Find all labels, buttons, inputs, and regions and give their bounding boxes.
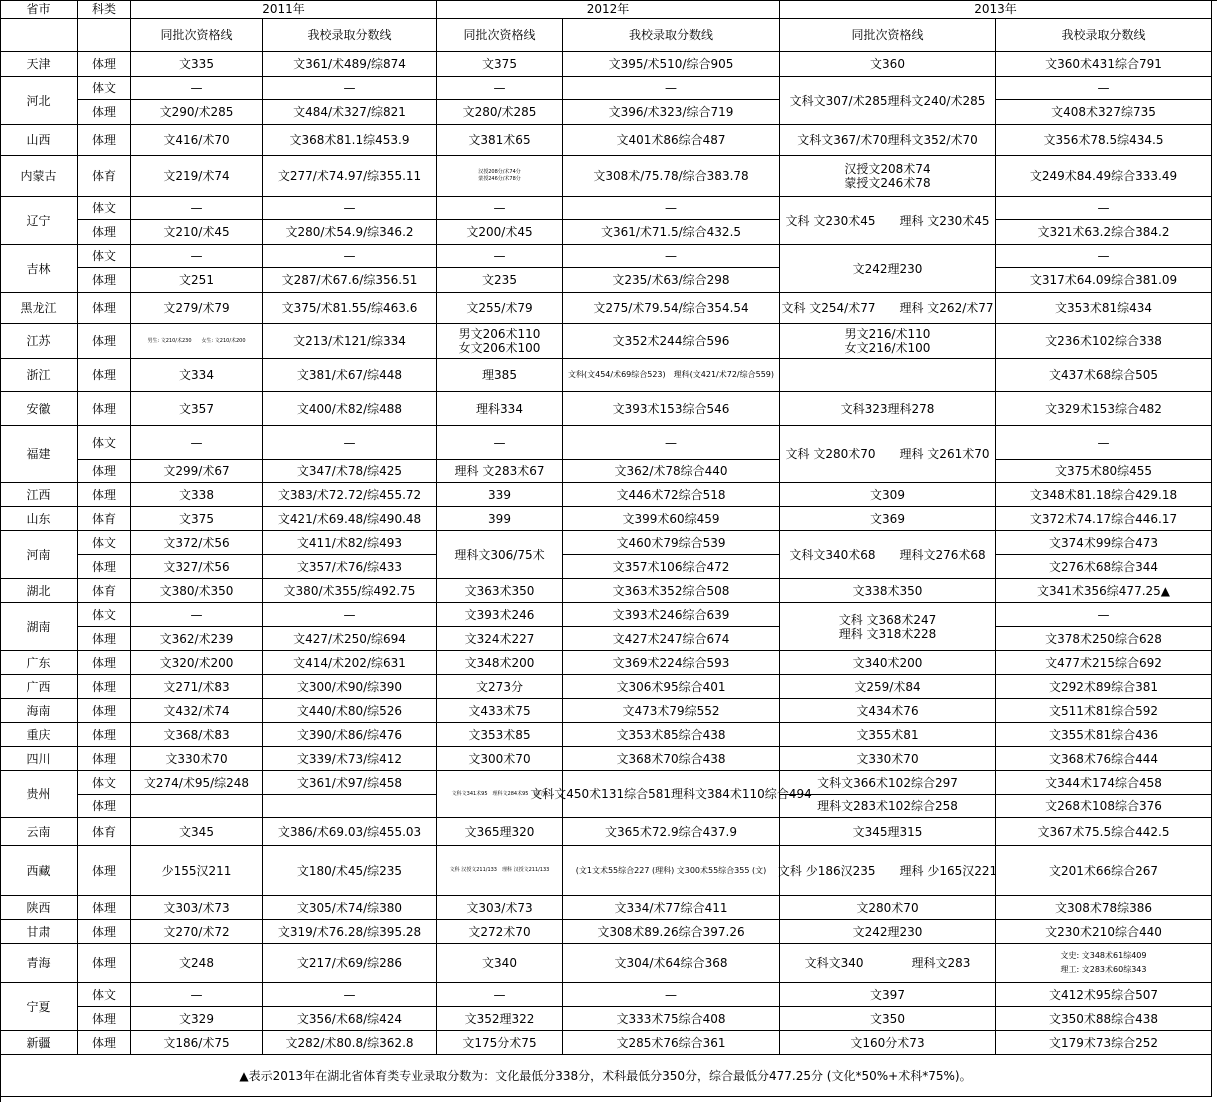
province-name: 云南: [0, 818, 78, 846]
score-cell: 文408术327综735: [996, 100, 1212, 125]
score-cell: 文219/术74: [131, 156, 263, 197]
category-cell: 体理: [78, 460, 131, 483]
score-cell: 文210/术45: [131, 220, 263, 245]
score-cell: —: [263, 426, 437, 460]
score-cell: 男生: 文210/术230 女生: 文210/术200: [131, 324, 263, 359]
score-cell: 文272术70: [437, 920, 563, 944]
score-cell: [131, 795, 263, 818]
score-cell: 文363术350: [437, 579, 563, 603]
score-cell: 文280/术285: [437, 100, 563, 125]
score-cell: 文372/术56: [131, 531, 263, 555]
score-cell: 文179术73综合252: [996, 1031, 1212, 1055]
score-cell: 文375: [131, 507, 263, 531]
score-cell: 文306术95综合401: [563, 675, 780, 699]
score-cell: 文330术70: [780, 747, 996, 771]
province-name: 江西: [0, 483, 78, 507]
category-cell: 体理: [78, 920, 131, 944]
score-cell: 文434术76: [780, 699, 996, 723]
province-name: 广东: [0, 651, 78, 675]
category-cell: 体理: [78, 699, 131, 723]
score-cell: 文270/术72: [131, 920, 263, 944]
category-cell: 体理: [78, 220, 131, 245]
score-cell: —: [996, 77, 1212, 100]
category-cell: 体理: [78, 324, 131, 359]
score-cell: 理科 文283术67: [437, 460, 563, 483]
score-cell: 文324术227: [437, 627, 563, 651]
province-name: 黑龙江: [0, 293, 78, 324]
score-cell: 文477术215综合692: [996, 651, 1212, 675]
score-cell: 汉授文208术74 蒙授文246术78: [780, 156, 996, 197]
score-cell: 文356/术68/综424: [263, 1007, 437, 1031]
score-cell: —: [131, 426, 263, 460]
score-cell: 文380/术350: [131, 579, 263, 603]
score-cell-merged: 文科文341术95 理科文284术95 (综合): [437, 771, 563, 818]
score-cell: —: [996, 426, 1212, 460]
score-cell: —: [996, 245, 1212, 268]
score-cell: 文303/术73: [131, 896, 263, 920]
score-cell: 文369: [780, 507, 996, 531]
category-cell: 体文: [78, 197, 131, 220]
score-cell: 文285术76综合361: [563, 1031, 780, 1055]
score-cell: 文280/术54.9/综346.2: [263, 220, 437, 245]
score-cell: 文361/术489/综874: [263, 52, 437, 77]
score-cell: 文433术75: [437, 699, 563, 723]
score-cell: 文235: [437, 268, 563, 293]
province-name: 吉林: [0, 245, 78, 293]
header-qualify-line: 同批次资格线: [780, 19, 996, 52]
score-cell: —: [131, 983, 263, 1007]
score-cell: 文317术64.09综合381.09: [996, 268, 1212, 293]
score-cell: 文397: [780, 983, 996, 1007]
score-cell: 文374术99综合473: [996, 531, 1212, 555]
score-cell: 文484/术327/综821: [263, 100, 437, 125]
score-cell: —: [996, 603, 1212, 627]
score-cell: 文科文340 理科文283: [780, 944, 996, 983]
score-cell: 文299/术67: [131, 460, 263, 483]
score-cell: 文353术81综434: [996, 293, 1212, 324]
score-cell: 文412术95综合507: [996, 983, 1212, 1007]
score-cell: —: [996, 197, 1212, 220]
header-year-2012: 2012年: [437, 0, 780, 19]
score-cell: 文300/术90/综390: [263, 675, 437, 699]
score-cell: 文401术86综合487: [563, 125, 780, 156]
score-cell: 文386/术69.03/综455.03: [263, 818, 437, 846]
score-cell: 文344术174综合458: [996, 771, 1212, 795]
score-cell: 文282/术80.8/综362.8: [263, 1031, 437, 1055]
score-cell: 文321术63.2综合384.2: [996, 220, 1212, 245]
score-cell: 文科323理科278: [780, 392, 996, 426]
header-blank: [78, 19, 131, 52]
score-cell: 文242理230: [780, 920, 996, 944]
province-name: 江苏: [0, 324, 78, 359]
score-cell: 文277/术74.97/综355.11: [263, 156, 437, 197]
score-cell: —: [437, 983, 563, 1007]
province-name: 重庆: [0, 723, 78, 747]
province-name: 浙江: [0, 359, 78, 392]
score-cell: 文287/术67.6/综356.51: [263, 268, 437, 293]
category-cell: 体理: [78, 1007, 131, 1031]
category-cell: 体理: [78, 293, 131, 324]
score-cell: 文375: [437, 52, 563, 77]
score-cell: 文357: [131, 392, 263, 426]
score-cell: 文史: 文348术61综409 理工: 文283术60综343: [996, 944, 1212, 983]
category-cell: 体文: [78, 771, 131, 795]
score-cell: 少155汉211: [131, 846, 263, 896]
score-cell: 文科 汉授文211/133 理科 汉授文211/133: [437, 846, 563, 896]
score-cell: 399: [437, 507, 563, 531]
score-cell: 文200/术45: [437, 220, 563, 245]
score-cell: 文350: [780, 1007, 996, 1031]
score-cell: —: [131, 603, 263, 627]
score-cell: 文249术84.49综合333.49: [996, 156, 1212, 197]
score-cell: —: [263, 77, 437, 100]
score-cell: 文科 少186汉235 理科 少165汉221: [780, 846, 996, 896]
score-cell: 文347/术78/综425: [263, 460, 437, 483]
score-cell: 文375/术81.55/综463.6: [263, 293, 437, 324]
score-cell-merged: 文科 文230术45 理科 文230术45: [780, 197, 996, 245]
header-school-score: 我校录取分数线: [996, 19, 1212, 52]
score-cell: 文290/术285: [131, 100, 263, 125]
score-cell: 文437术68综合505: [996, 359, 1212, 392]
score-cell: 文348术81.18综合429.18: [996, 483, 1212, 507]
score-cell: 文304/术64综合368: [563, 944, 780, 983]
score-cell-merged: 理科文306/75术: [437, 531, 563, 579]
score-cell: 文361/术97/综458: [263, 771, 437, 795]
score-cell: 文353术85: [437, 723, 563, 747]
score-cell: 理385: [437, 359, 563, 392]
score-cell: 文383/术72.72/综455.72: [263, 483, 437, 507]
score-cell: 文255/术79: [437, 293, 563, 324]
category-cell: 体育: [78, 156, 131, 197]
score-cell: 文363术352综合508: [563, 579, 780, 603]
score-cell: 文308术/75.78/综合383.78: [563, 156, 780, 197]
score-cell: 文362/术239: [131, 627, 263, 651]
category-cell: 体理: [78, 100, 131, 125]
score-cell: 文393术246: [437, 603, 563, 627]
score-cell: —: [263, 983, 437, 1007]
score-cell: 文280术70: [780, 896, 996, 920]
category-cell: 体理: [78, 944, 131, 983]
score-cell: 文175分术75: [437, 1031, 563, 1055]
score-cell: 文427术247综合674: [563, 627, 780, 651]
header-school-score: 我校录取分数线: [263, 19, 437, 52]
score-cell: 文274/术95/综248: [131, 771, 263, 795]
score-cell: —: [437, 77, 563, 100]
score-cell: 文320/术200: [131, 651, 263, 675]
score-cell: 文368术81.1综453.9: [263, 125, 437, 156]
province-name: 福建: [0, 426, 78, 483]
score-cell: 文368术70综合438: [563, 747, 780, 771]
score-cell: 文393术246综合639: [563, 603, 780, 627]
province-name: 山东: [0, 507, 78, 531]
score-cell: 文381术65: [437, 125, 563, 156]
score-cell: 文180/术45/综235: [263, 846, 437, 896]
score-cell: 文395/术510/综合905: [563, 52, 780, 77]
score-cell: 文338术350: [780, 579, 996, 603]
score-cell: 文308术78综386: [996, 896, 1212, 920]
score-cell: 文421/术69.48/综490.48: [263, 507, 437, 531]
score-cell: 文411/术82/综493: [263, 531, 437, 555]
score-cell: 文271/术83: [131, 675, 263, 699]
score-cell: 文393术153综合546: [563, 392, 780, 426]
category-cell: 体理: [78, 723, 131, 747]
score-cell: 文365术72.9综合437.9: [563, 818, 780, 846]
score-cell: 文352理322: [437, 1007, 563, 1031]
score-cell: 文309: [780, 483, 996, 507]
score-cell: 文380/术355/综492.75: [263, 579, 437, 603]
score-cell: 文340: [437, 944, 563, 983]
score-cell: 339: [437, 483, 563, 507]
score-cell: 男文216/术110 女文216/术100: [780, 324, 996, 359]
score-cell: 文334/术77综合411: [563, 896, 780, 920]
score-cell: 文327/术56: [131, 555, 263, 579]
score-cell-merged: 文242理230: [780, 245, 996, 293]
score-cell: 文329: [131, 1007, 263, 1031]
score-cell: 文378术250综合628: [996, 627, 1212, 651]
category-cell: 体文: [78, 531, 131, 555]
score-cell: 文357术106综合472: [563, 555, 780, 579]
score-cell: 理科文283术102综合258: [780, 795, 996, 818]
score-cell: 文400/术82/综488: [263, 392, 437, 426]
category-cell: 体理: [78, 1031, 131, 1055]
score-cell: 文355术81综合436: [996, 723, 1212, 747]
category-cell: 体理: [78, 555, 131, 579]
category-cell: 体理: [78, 125, 131, 156]
score-cell: 文365理320: [437, 818, 563, 846]
category-cell: 体文: [78, 603, 131, 627]
score-cell: 理科334: [437, 392, 563, 426]
score-cell: 文361/术71.5/综合432.5: [563, 220, 780, 245]
category-cell: 体理: [78, 483, 131, 507]
category-cell: 体文: [78, 983, 131, 1007]
score-cell: 文340术200: [780, 651, 996, 675]
province-name: 河北: [0, 77, 78, 125]
header-school-score: 我校录取分数线: [563, 19, 780, 52]
score-cell: 文375术80综455: [996, 460, 1212, 483]
score-cell: 文360: [780, 52, 996, 77]
score-cell: 文科(文454/术69综合523) 理科(文421/术72/综合559): [563, 359, 780, 392]
score-cell: 文236术102综合338: [996, 324, 1212, 359]
category-cell: 体理: [78, 52, 131, 77]
score-cell: 文511术81综合592: [996, 699, 1212, 723]
score-cell: —: [263, 603, 437, 627]
score-cell: 文345: [131, 818, 263, 846]
header-province: 省市: [0, 0, 78, 19]
province-name: 青海: [0, 944, 78, 983]
score-cell: 文367术75.5综合442.5: [996, 818, 1212, 846]
score-cell-merged: 文科文307/术285理科文240/术285: [780, 77, 996, 125]
score-cell: 文414/术202/综631: [263, 651, 437, 675]
score-cell: 文科 文254/术77 理科 文262/术77: [780, 293, 996, 324]
score-cell: 文416/术70: [131, 125, 263, 156]
category-cell: 体理: [78, 359, 131, 392]
category-cell: 体育: [78, 818, 131, 846]
score-cell: [780, 359, 996, 392]
score-cell: 文369术224综合593: [563, 651, 780, 675]
score-cell: 文275/术79.54/综合354.54: [563, 293, 780, 324]
score-cell: 文368术76综合444: [996, 747, 1212, 771]
province-name: 宁夏: [0, 983, 78, 1031]
province-name: 广西: [0, 675, 78, 699]
province-name: 陕西: [0, 896, 78, 920]
score-cell: 文292术89综合381: [996, 675, 1212, 699]
score-cell: —: [563, 245, 780, 268]
score-cell: 文372术74.17综合446.17: [996, 507, 1212, 531]
province-name: 四川: [0, 747, 78, 771]
score-cell: 文273分: [437, 675, 563, 699]
score-cell: (文1文术55综合227 (理科) 文300术55综合355 (文): [563, 846, 780, 896]
score-cell: 文460术79综合539: [563, 531, 780, 555]
header-qualify-line: 同批次资格线: [437, 19, 563, 52]
header-year-2013: 2013年: [780, 0, 1212, 19]
score-cell: 文333术75综合408: [563, 1007, 780, 1031]
province-name: 西藏: [0, 846, 78, 896]
category-cell: 体理: [78, 392, 131, 426]
score-cell: —: [437, 197, 563, 220]
score-cell: 文186/术75: [131, 1031, 263, 1055]
category-cell: 体文: [78, 426, 131, 460]
score-cell: —: [563, 77, 780, 100]
province-name: 海南: [0, 699, 78, 723]
score-cell: 文473术79综552: [563, 699, 780, 723]
score-cell: 文300术70: [437, 747, 563, 771]
score-cell-merged: 文科文340术68 理科文276术68: [780, 531, 996, 579]
score-cell: 文201术66综合267: [996, 846, 1212, 896]
score-cell: —: [131, 197, 263, 220]
province-name: 贵州: [0, 771, 78, 818]
score-cell: 男文206术110 女文206术100: [437, 324, 563, 359]
score-cell: 文360术431综合791: [996, 52, 1212, 77]
score-cell: [263, 795, 437, 818]
score-cell: 文279/术79: [131, 293, 263, 324]
score-cell: 文446术72综合518: [563, 483, 780, 507]
score-cell: 文科文367/术70理科文352/术70: [780, 125, 996, 156]
score-cell: 文330术70: [131, 747, 263, 771]
category-cell: 体文: [78, 245, 131, 268]
score-cell: —: [131, 245, 263, 268]
province-name: 内蒙古: [0, 156, 78, 197]
province-name: 甘肃: [0, 920, 78, 944]
header-blank: [0, 19, 78, 52]
score-cell: 文381/术67/综448: [263, 359, 437, 392]
category-cell: 体理: [78, 846, 131, 896]
score-cell: 文341术356综477.25▲: [996, 579, 1212, 603]
score-cell: —: [563, 197, 780, 220]
score-cell: 文432/术74: [131, 699, 263, 723]
score-cell: 文科文366术102综合297: [780, 771, 996, 795]
score-cell: —: [563, 983, 780, 1007]
score-cell: —: [437, 245, 563, 268]
score-cell: 文276术68综合344: [996, 555, 1212, 579]
province-name: 河南: [0, 531, 78, 579]
score-cell: 文259/术84: [780, 675, 996, 699]
score-cell: 文217/术69/综286: [263, 944, 437, 983]
score-cell: 文160分术73: [780, 1031, 996, 1055]
score-cell-merged: 文科 文280术70 理科 文261术70: [780, 426, 996, 483]
province-name: 安徽: [0, 392, 78, 426]
category-cell: 体理: [78, 651, 131, 675]
header-qualify-line: 同批次资格线: [131, 19, 263, 52]
category-cell: 体理: [78, 675, 131, 699]
category-cell: 体理: [78, 795, 131, 818]
province-name: 湖北: [0, 579, 78, 603]
category-cell: 体育: [78, 507, 131, 531]
score-cell: 文303/术73: [437, 896, 563, 920]
score-cell: —: [563, 426, 780, 460]
score-cell: 文396/术323/综合719: [563, 100, 780, 125]
score-cell: 文352术244综合596: [563, 324, 780, 359]
score-cell: 文427/术250/综694: [263, 627, 437, 651]
score-cell: 文345理315: [780, 818, 996, 846]
score-cell: 文319/术76.28/综395.28: [263, 920, 437, 944]
category-cell: 体理: [78, 747, 131, 771]
province-name: 山西: [0, 125, 78, 156]
score-cell: 文355术81: [780, 723, 996, 747]
province-name: 湖南: [0, 603, 78, 651]
score-cell: 文348术200: [437, 651, 563, 675]
score-cell: —: [131, 77, 263, 100]
score-cell: 文399术60综459: [563, 507, 780, 531]
score-cell: 文353术85综合438: [563, 723, 780, 747]
score-cell: —: [263, 197, 437, 220]
score-cell: —: [437, 426, 563, 460]
score-cell: 文335: [131, 52, 263, 77]
province-name: 辽宁: [0, 197, 78, 245]
score-cell: 文339/术73/综412: [263, 747, 437, 771]
province-name: 天津: [0, 52, 78, 77]
score-cell: 文338: [131, 483, 263, 507]
score-cell-merged: 文科文450术131综合581理科文384术110综合494: [563, 771, 780, 818]
score-cell: 文248: [131, 944, 263, 983]
header-year-2011: 2011年: [131, 0, 437, 19]
score-cell: 文230术210综合440: [996, 920, 1212, 944]
footnote: ▲表示2013年在湖北省体育类专业录取分数为：文化最低分338分，术科最低分350分，综合最低分477.25分 (文化*50%+术科*75%)。: [0, 1055, 1212, 1097]
score-cell: 文329术153综合482: [996, 392, 1212, 426]
province-name: 新疆: [0, 1031, 78, 1055]
category-cell: 体理: [78, 896, 131, 920]
score-cell: 文308术89.26综合397.26: [563, 920, 780, 944]
score-cell: 文356术78.5综434.5: [996, 125, 1212, 156]
score-cell: —: [263, 245, 437, 268]
score-cell: 文440/术80/综526: [263, 699, 437, 723]
score-cell: 文213/术121/综334: [263, 324, 437, 359]
score-cell: 文390/术86/综476: [263, 723, 437, 747]
score-cell: 文350术88综合438: [996, 1007, 1212, 1031]
score-cell: 文334: [131, 359, 263, 392]
category-cell: 体理: [78, 268, 131, 293]
score-cell: 文268术108综合376: [996, 795, 1212, 818]
score-cell: 文368/术83: [131, 723, 263, 747]
score-cell: 文357/术76/综433: [263, 555, 437, 579]
category-cell: 体文: [78, 77, 131, 100]
category-cell: 体育: [78, 579, 131, 603]
score-cell: 文251: [131, 268, 263, 293]
score-cell: 文305/术74/综380: [263, 896, 437, 920]
header-category: 科类: [78, 0, 131, 19]
score-cell: 文362/术78综合440: [563, 460, 780, 483]
category-cell: 体理: [78, 627, 131, 651]
score-cell-merged: 文科 文368术247 理科 文318术228: [780, 603, 996, 651]
score-cell: 文235/术63/综合298: [563, 268, 780, 293]
score-cell: 汉授208分/术74分 蒙授246分/术78分: [437, 156, 563, 197]
